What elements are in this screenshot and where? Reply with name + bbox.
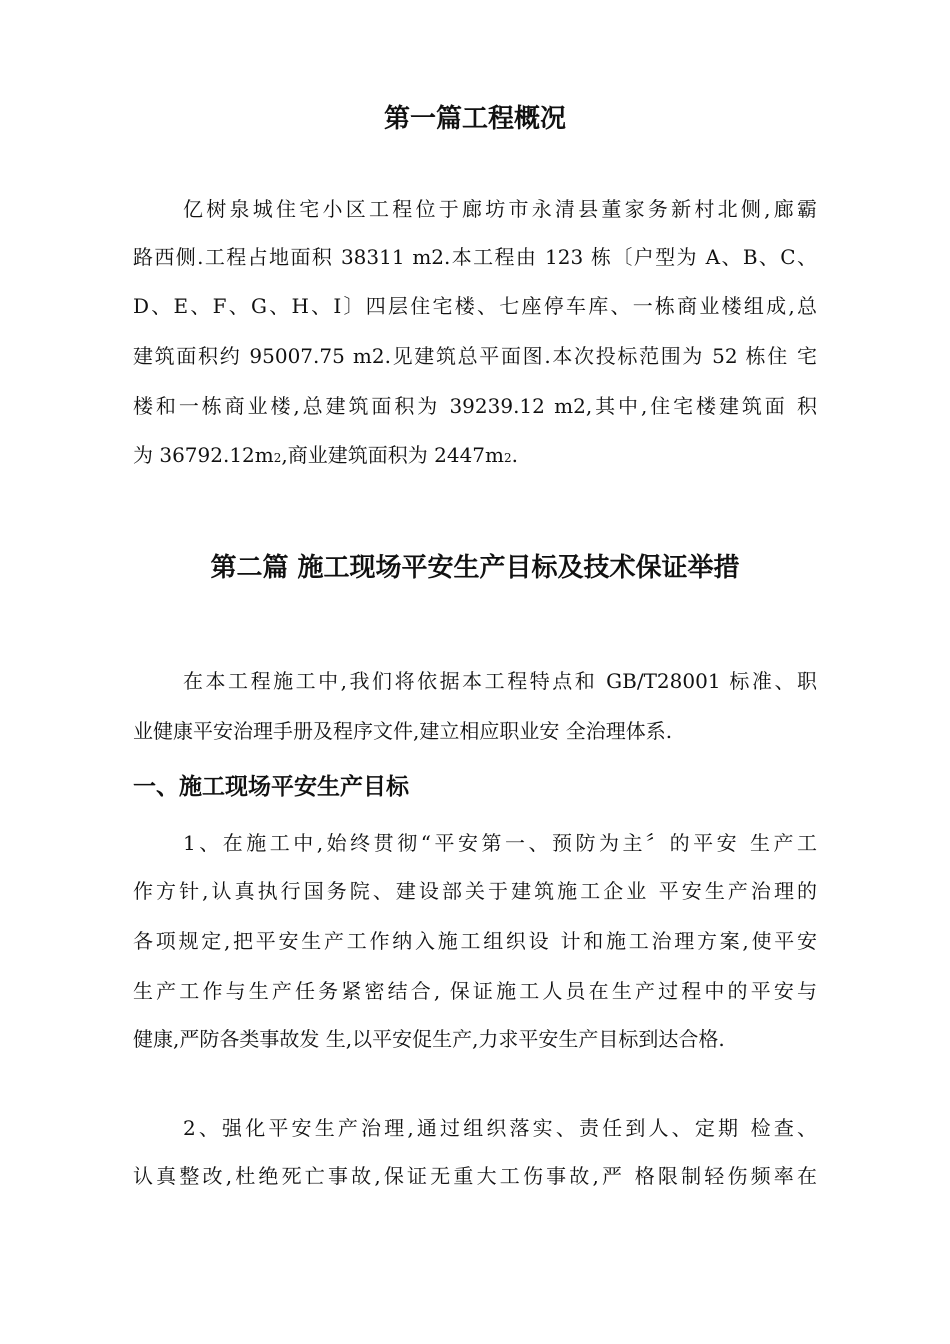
section2-title: 第二篇 施工现场平安生产目标及技术保证举措 xyxy=(210,553,740,583)
item2-line: 2、强化平安生产治理,通过组织落实、责任到人、定期 检查、 xyxy=(183,1116,817,1140)
item1-line: 各项规定,把平安生产工作纳入施工组织设 计和施工治理方案,使平安 xyxy=(133,929,817,953)
text-fragment: ,商业建筑面积为 2447m xyxy=(281,443,504,467)
item1-line: 作方针,认真执行国务院、建设部关于建筑施工企业 平安生产治理的 xyxy=(133,879,817,903)
item1-line: 生产工作与生产任务紧密结合, 保证施工人员在生产过程中的平安与 xyxy=(133,979,817,1003)
item2-line: 认真整改,杜绝死亡事故,保证无重大工伤事故,严 格限制轻伤频率在 xyxy=(133,1164,817,1188)
section1-title: 第一篇工程概况 xyxy=(383,104,566,134)
text-fragment: . xyxy=(511,443,518,467)
section1-paragraph-line: D、E、F、G、H、I〕四层住宅楼、七座停车库、一栋商业楼组成,总 xyxy=(133,294,817,318)
superscript-unit: 2 xyxy=(273,451,282,465)
section1-paragraph-line: 建筑面积约 95007.75 m2.见建筑总平面图.本次投标范围为 52 栋住 宅 xyxy=(133,344,817,368)
section2-intro-line: 在本工程施工中,我们将依据本工程特点和 GB/T28001 标准、职 xyxy=(183,669,817,693)
section1-paragraph-last-line xyxy=(133,445,817,465)
item1-line: 健康,严防各类事故发 生,以平安促生产,力求平安生产目标到达合格. xyxy=(133,1027,725,1051)
text-fragment: 为 36792.12m xyxy=(133,443,274,467)
subheading: 一、施工现场平安生产目标 xyxy=(133,774,409,800)
item1-line: 1、在施工中,始终贯彻“平安第一、预防为主〞的平安 生产工 xyxy=(183,831,817,855)
superscript-unit: 2 xyxy=(503,451,512,465)
section2-intro-line: 业健康平安治理手册及程序文件,建立相应职业安 全治理体系. xyxy=(133,719,673,743)
section1-paragraph-line: 楼和一栋商业楼,总建筑面积为 39239.12 m2,其中,住宅楼建筑面 积 xyxy=(133,394,817,418)
section1-paragraph-line: 亿树泉城住宅小区工程位于廊坊市永清县董家务新村北侧,廊霸 xyxy=(183,197,817,221)
section1-paragraph-line: 路西侧.工程占地面积 38311 m2.本工程由 123 栋〔户型为 A、B、C、 xyxy=(133,245,817,269)
